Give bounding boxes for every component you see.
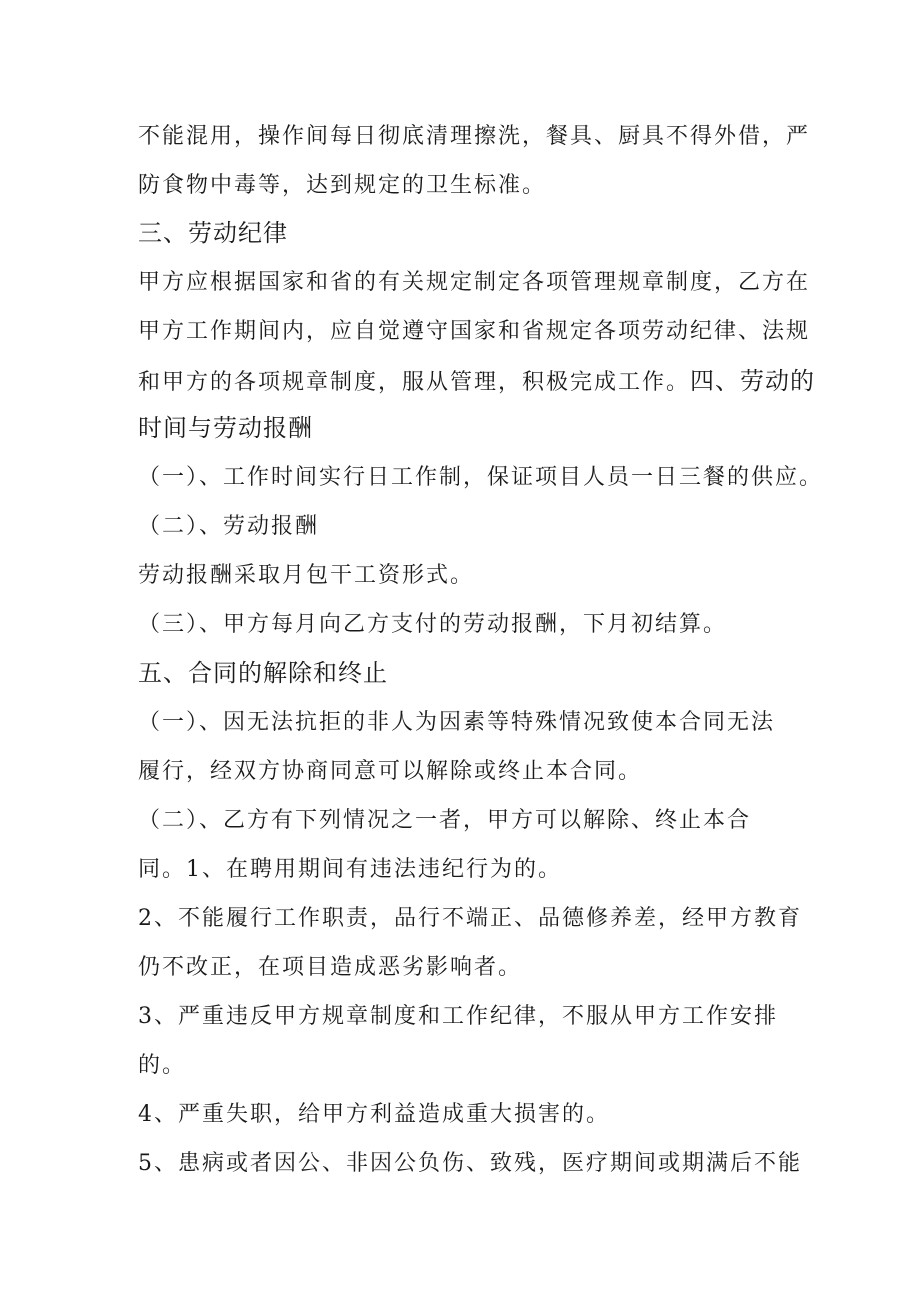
paragraph-line: 3、严重违反甲方规章制度和工作纪律，不服从甲方工作安排 — [138, 1004, 778, 1029]
subheading-line: （二）、劳动报酬 — [138, 514, 320, 539]
paragraph-line: 履行，经双方协商同意可以解除或终止本合同。 — [138, 759, 643, 784]
paragraph-line: （一）、工作时间实行日工作制，保证项目人员一日三餐的供应。 — [138, 465, 824, 490]
paragraph-text: 和甲方的各项规章制度，服从管理，积极完成工作。 — [138, 370, 691, 395]
paragraph-line: 4、严重失职，给甲方利益造成重大损害的。 — [138, 1102, 610, 1127]
section-heading-termination: 五、合同的解除和终止 — [138, 659, 388, 687]
paragraph-line: 劳动报酬采取月包干工资形式。 — [138, 563, 475, 588]
paragraph-line: 防食物中毒等，达到规定的卫生标准。 — [138, 173, 547, 198]
paragraph-line: 的。 — [138, 1053, 187, 1078]
section-heading-labor-time-part1: 四、劳动的 — [690, 367, 816, 395]
paragraph-line-with-heading — [138, 366, 815, 398]
paragraph-line: 甲方工作期间内，应自觉遵守国家和省规定各项劳动纪律、法规 — [138, 319, 811, 344]
paragraph-line: 5、患病或者因公、非因公负伤、致残，医疗期间或期满后不能 — [138, 1151, 802, 1176]
paragraph-line: 不能混用，操作间每日彻底清理擦洗，餐具、厨具不得外借，严 — [138, 124, 811, 149]
paragraph-line: 甲方应根据国家和省的有关规定制定各项管理规章制度，乙方在 — [138, 270, 811, 295]
paragraph-line: 仍不改正，在项目造成恶劣影响者。 — [138, 955, 523, 980]
paragraph-line: （一）、因无法抗拒的非人为因素等特殊情况致使本合同无法 — [138, 710, 776, 735]
section-heading-labor-discipline: 三、劳动纪律 — [138, 219, 288, 247]
paragraph-line: （二）、乙方有下列情况之一者，甲方可以解除、终止本合 — [138, 808, 752, 833]
paragraph-line: 2、不能履行工作职责，品行不端正、品德修养差，经甲方教育 — [138, 906, 802, 931]
paragraph-line: （三）、甲方每月向乙方支付的劳动报酬，下月初结算。 — [138, 612, 728, 637]
section-heading-labor-time-part2: 时间与劳动报酬 — [138, 414, 313, 442]
paragraph-line: 同。1、在聘用期间有违法违纪行为的。 — [138, 857, 562, 882]
